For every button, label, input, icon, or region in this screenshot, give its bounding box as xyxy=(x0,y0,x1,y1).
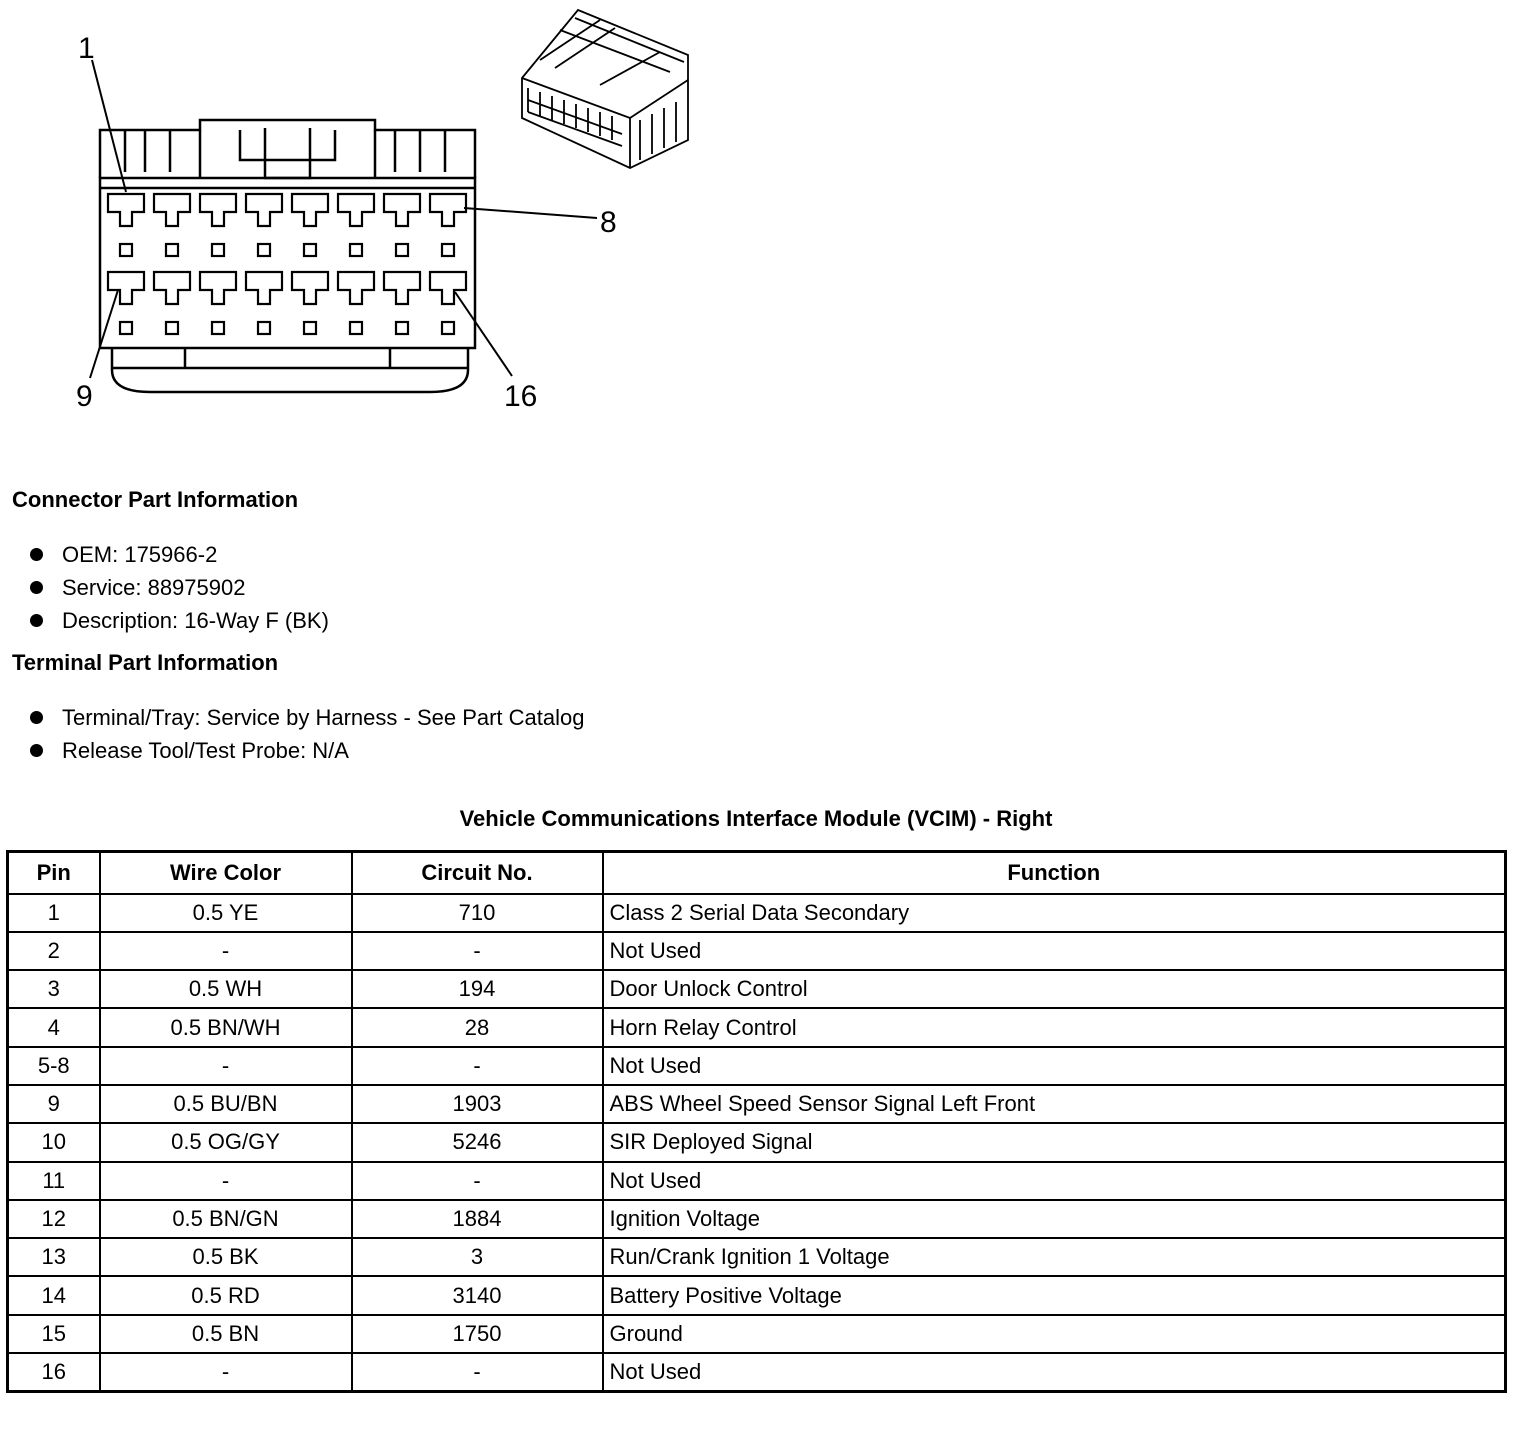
header-function: Function xyxy=(603,852,1506,894)
connector-isometric-view xyxy=(522,10,688,168)
pin-cell: 2 xyxy=(8,932,100,970)
terminal-lock-window xyxy=(304,322,316,334)
terminal-cavity xyxy=(154,272,190,304)
terminal-cavity xyxy=(246,272,282,304)
circuit-no-cell: 28 xyxy=(352,1008,603,1046)
terminal-lock-window xyxy=(442,244,454,256)
function-cell: Door Unlock Control xyxy=(603,970,1506,1008)
pin-label-9: 9 xyxy=(76,380,93,413)
terminal-cavity xyxy=(154,194,190,226)
function-cell: Ignition Voltage xyxy=(603,1200,1506,1238)
wire-color-cell: 0.5 WH xyxy=(100,970,352,1008)
connector-body xyxy=(100,178,475,348)
leader-line-pin-8 xyxy=(464,208,597,218)
circuit-no-cell: 5246 xyxy=(352,1123,603,1161)
header-wire-color: Wire Color xyxy=(100,852,352,894)
wire-color-cell: 0.5 BN/WH xyxy=(100,1008,352,1046)
table-row xyxy=(8,1162,1506,1200)
function-cell: Not Used xyxy=(603,1047,1506,1085)
table-row xyxy=(8,894,1506,932)
wire-color-cell: 0.5 BK xyxy=(100,1238,352,1276)
terminal-lock-window xyxy=(258,244,270,256)
table-row xyxy=(8,1047,1506,1085)
table-row xyxy=(8,1276,1506,1314)
terminal-cavity xyxy=(338,194,374,226)
terminal-lock-window xyxy=(304,244,316,256)
terminal-lock-window xyxy=(258,322,270,334)
pin-cell: 15 xyxy=(8,1315,100,1353)
pin-cell: 10 xyxy=(8,1123,100,1161)
connector-info-heading: Connector Part Information xyxy=(12,487,299,512)
pin-cell: 9 xyxy=(8,1085,100,1123)
circuit-no-cell: 1903 xyxy=(352,1085,603,1123)
table-row xyxy=(8,932,1506,970)
terminal-lock-window xyxy=(350,322,362,334)
terminal-lock-window xyxy=(166,322,178,334)
list-item: Description: 16-Way F (BK) xyxy=(30,604,329,637)
terminal-cavity xyxy=(108,272,144,304)
pin-cell: 13 xyxy=(8,1238,100,1276)
wire-color-cell: 0.5 RD xyxy=(100,1276,352,1314)
circuit-no-cell: 710 xyxy=(352,894,603,932)
table-row xyxy=(8,970,1506,1008)
terminal-cavity xyxy=(246,194,282,226)
circuit-no-cell: 3140 xyxy=(352,1276,603,1314)
terminal-cavity xyxy=(292,272,328,304)
wire-color-cell: - xyxy=(100,1162,352,1200)
pin-cell: 1 xyxy=(8,894,100,932)
table-row xyxy=(8,1315,1506,1353)
header-circuit-no: Circuit No. xyxy=(352,852,603,894)
terminal-lock-window xyxy=(212,244,224,256)
table-title: Vehicle Communications Interface Module (VCIM) - Right xyxy=(459,806,1053,831)
terminal-cavity xyxy=(108,194,144,226)
function-cell: SIR Deployed Signal xyxy=(603,1123,1506,1161)
pin-cell: 11 xyxy=(8,1162,100,1200)
pin-cell: 4 xyxy=(8,1008,100,1046)
circuit-no-cell: 194 xyxy=(352,970,603,1008)
wire-color-cell: 0.5 BN xyxy=(100,1315,352,1353)
terminal-cavity xyxy=(200,272,236,304)
circuit-no-cell: 1750 xyxy=(352,1315,603,1353)
terminal-cavity xyxy=(292,194,328,226)
table-header-row xyxy=(8,852,1506,894)
pin-cell: 5-8 xyxy=(8,1047,100,1085)
pin-cell: 14 xyxy=(8,1276,100,1314)
leader-line-pin-9 xyxy=(90,290,118,378)
circuit-no-cell: - xyxy=(352,932,603,970)
list-item: Release Tool/Test Probe: N/A xyxy=(30,734,585,767)
terminal-cavity xyxy=(338,272,374,304)
table-row xyxy=(8,1200,1506,1238)
connector-info-list xyxy=(30,538,329,637)
wire-color-cell: 0.5 BU/BN xyxy=(100,1085,352,1123)
header-pin: Pin xyxy=(8,852,100,894)
function-cell: Not Used xyxy=(603,1353,1506,1391)
circuit-no-cell: - xyxy=(352,1353,603,1391)
leader-line-pin-1 xyxy=(92,60,126,192)
terminal-cavity xyxy=(430,194,466,226)
terminal-lock-window xyxy=(120,244,132,256)
function-cell: Class 2 Serial Data Secondary xyxy=(603,894,1506,932)
terminal-lock-window xyxy=(350,244,362,256)
terminal-lock-window xyxy=(120,322,132,334)
function-cell: Battery Positive Voltage xyxy=(603,1276,1506,1314)
terminal-cavity xyxy=(384,272,420,304)
circuit-no-cell: 3 xyxy=(352,1238,603,1276)
function-cell: Ground xyxy=(603,1315,1506,1353)
leader-line-pin-16 xyxy=(455,292,512,376)
wire-color-cell: - xyxy=(100,1353,352,1391)
circuit-no-cell: - xyxy=(352,1162,603,1200)
terminal-cavity xyxy=(384,194,420,226)
pin-label-1: 1 xyxy=(78,32,95,65)
connector-diagram xyxy=(0,0,720,440)
function-cell: Not Used xyxy=(603,932,1506,970)
wire-color-cell: 0.5 BN/GN xyxy=(100,1200,352,1238)
terminal-cavity xyxy=(200,194,236,226)
list-item: Terminal/Tray: Service by Harness - See Part Catalog xyxy=(30,701,585,734)
terminal-lock-window xyxy=(442,322,454,334)
table-row xyxy=(8,1008,1506,1046)
circuit-no-cell: - xyxy=(352,1047,603,1085)
wire-color-cell: - xyxy=(100,932,352,970)
pin-cell: 3 xyxy=(8,970,100,1008)
table-row xyxy=(8,1238,1506,1276)
pin-label-16: 16 xyxy=(504,380,538,413)
table-row xyxy=(8,1123,1506,1161)
terminal-lock-window xyxy=(212,322,224,334)
list-item: OEM: 175966-2 xyxy=(30,538,329,571)
wire-color-cell: - xyxy=(100,1047,352,1085)
connector-bottom-skirt xyxy=(112,348,468,392)
function-cell: Horn Relay Control xyxy=(603,1008,1506,1046)
table-row xyxy=(8,1353,1506,1391)
terminal-cavities xyxy=(108,194,466,334)
function-cell: ABS Wheel Speed Sensor Signal Left Front xyxy=(603,1085,1506,1123)
terminal-lock-window xyxy=(166,244,178,256)
wire-color-cell: 0.5 OG/GY xyxy=(100,1123,352,1161)
terminal-lock-window xyxy=(396,244,408,256)
terminal-lock-window xyxy=(396,322,408,334)
wire-color-cell: 0.5 YE xyxy=(100,894,352,932)
table-row xyxy=(8,1085,1506,1123)
terminal-info-heading: Terminal Part Information xyxy=(12,650,279,675)
pin-label-8: 8 xyxy=(600,206,617,239)
pin-cell: 12 xyxy=(8,1200,100,1238)
terminal-info-list xyxy=(30,701,585,767)
pin-cell: 16 xyxy=(8,1353,100,1391)
pinout-table xyxy=(6,850,1507,1393)
list-item: Service: 88975902 xyxy=(30,571,329,604)
circuit-no-cell: 1884 xyxy=(352,1200,603,1238)
function-cell: Not Used xyxy=(603,1162,1506,1200)
function-cell: Run/Crank Ignition 1 Voltage xyxy=(603,1238,1506,1276)
